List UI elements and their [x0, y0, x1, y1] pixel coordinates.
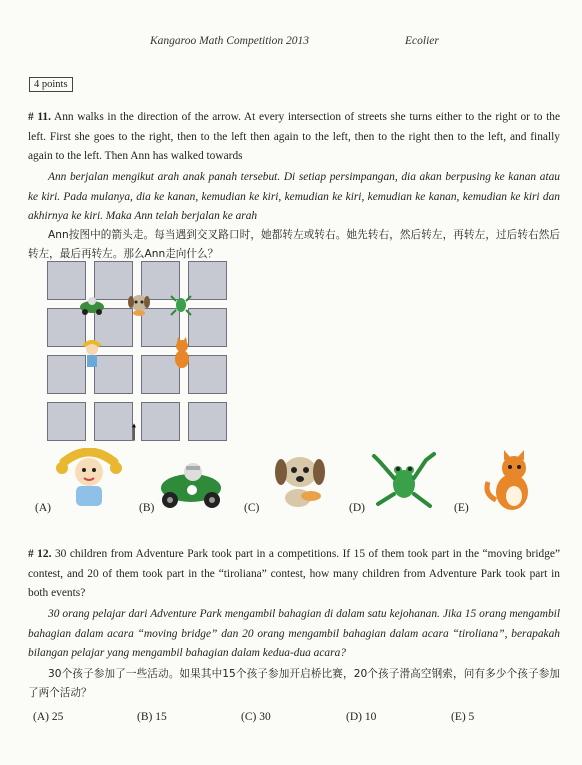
q12-text-zh: 30个孩子参加了一些活动。如果其中15个孩子参加开启桥比赛，20个孩子滑高空钢索，问有多少个孩子参加了两个活动？: [28, 668, 560, 699]
toy-car-icon: [79, 295, 105, 315]
doll-icon: [54, 448, 124, 510]
direction-arrow-icon: [132, 420, 136, 444]
option-b-label: (B): [139, 502, 155, 514]
q12-text-en: 30 children from Adventure Park took part in a competitions. If 15 of them took part in the “moving bridge” contest, and 20 of them took part in the “tiroliana” contest, how many children from Adventure Park took part in both events?: [28, 548, 560, 599]
q11-number: # 11.: [28, 111, 51, 123]
dog-icon: [265, 448, 335, 510]
q11-text-zh: Ann按图中的箭头走。每当遇到交叉路口时，她都转左或转右。她先转右，然后转左，再转左，过后转右然后转左，最后再转左。那么Ann走向什么？: [28, 229, 560, 260]
points-badge: 4 points: [29, 77, 73, 92]
option-e-label: (E): [454, 502, 469, 514]
q11-english: [28, 108, 560, 167]
option-c-label: (C): [244, 502, 260, 514]
answer-b: (B) 15: [137, 711, 167, 723]
competition-level: Ecolier: [405, 35, 439, 47]
frog-icon: [370, 450, 440, 512]
q11-text-ms: Ann berjalan mengikut arah anak panah tersebut. Di setiap persimpangan, dia akan berpusing ke kanan atau ke kiri. Pada mulanya, dia ke kanan, kemudian ke kiri, kemudian ke kiri, kemudian ke kanan, kemudian ke kiri dan akhirnya ke kiri. Maka Ann telah berjalan ke arah: [28, 171, 560, 222]
answer-a: (A) 25: [33, 711, 64, 723]
cat-icon: [171, 337, 193, 369]
option-d-label: (D): [349, 502, 365, 514]
frog-icon: [169, 293, 193, 317]
dog-icon: [126, 291, 152, 317]
q11-text-en: Ann walks in the direction of the arrow. At every intersection of streets she turns either to the right or to the left. First she goes to the right, then to the left then again to the left, then to the right then to the left, and finally again to the left. Then Ann has walked towards: [28, 111, 561, 162]
competition-title: Kangaroo Math Competition 2013: [150, 35, 309, 47]
answer-c: (C) 30: [241, 711, 271, 723]
q12-english: [28, 545, 560, 604]
answer-e: (E) 5: [451, 711, 475, 723]
option-a-label: (A): [35, 502, 51, 514]
toy-car-icon: [156, 452, 226, 514]
cat-icon: [478, 450, 548, 512]
answer-d: (D) 10: [346, 711, 377, 723]
q12-number: # 12.: [28, 548, 52, 560]
doll-icon: [80, 340, 104, 370]
street-grid: [47, 261, 227, 441]
q12-text-ms: 30 orang pelajar dari Adventure Park mengambil bahagian di dalam satu kejohanan. Jika 15 orang mengambil bahagian dalam acara “moving bridge” dan 20 orang mengambil bahagian dalam acara “tiroliana”, berapakah bilangan pelajar yang mengambil bahagian dalam kedua-dua acara?: [28, 608, 560, 659]
